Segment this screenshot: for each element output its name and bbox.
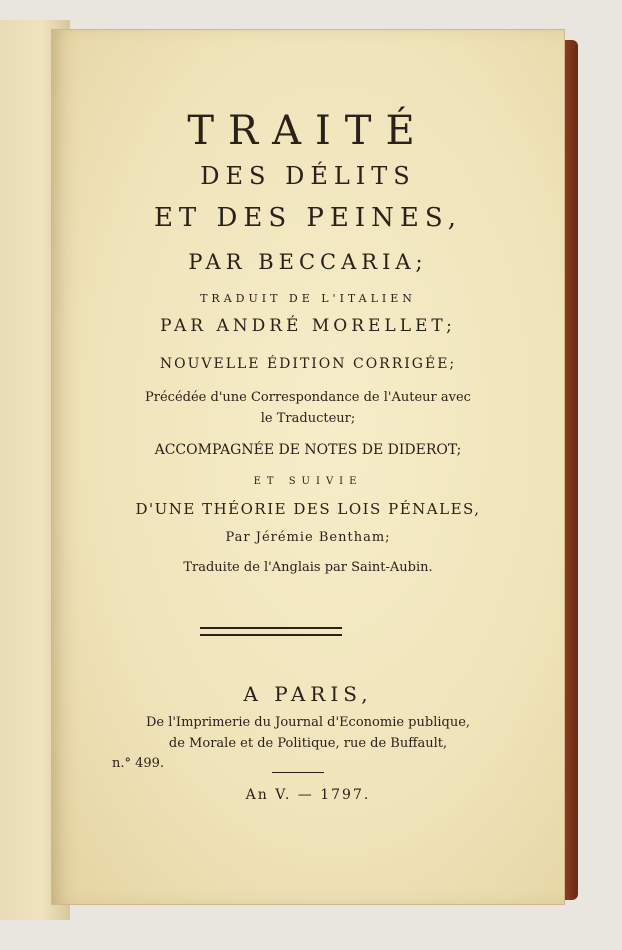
followed: ET SUIVIE <box>253 476 363 487</box>
preceded-line-2: le Traducteur; <box>260 411 356 426</box>
subtitle-line-1: DES DÉLITS <box>200 162 416 190</box>
subtitle-line-2: ET DES PEINES, <box>153 203 463 233</box>
theory-translation: Traduite de l'Anglais par Saint-Aubin. <box>183 560 433 575</box>
preceded-line-1: Précédée d'une Correspondance de l'Auteur avec <box>145 390 471 405</box>
printer-line-3: n.° 499. <box>112 756 165 771</box>
title: TRAITÉ <box>187 108 429 154</box>
printer-line-1: De l'Imprimerie du Journal d'Economie publique, <box>145 715 471 730</box>
double-rule-divider <box>200 627 342 636</box>
city: A PARIS, <box>243 682 373 706</box>
theory: D'UNE THÉORIE DES LOIS PÉNALES, <box>135 500 481 518</box>
author: PAR BECCARIA; <box>188 250 428 274</box>
theory-author: Par Jérémie Bentham; <box>225 530 391 545</box>
notes: ACCOMPAGNÉE DE NOTES DE DIDEROT; <box>154 442 462 458</box>
translator: PAR ANDRÉ MORELLET; <box>160 316 456 336</box>
translated-from: TRADUIT DE L'ITALIEN <box>200 292 416 305</box>
date: An V. — 1797. <box>245 787 371 803</box>
short-rule <box>272 772 324 773</box>
printer-line-2: de Morale et de Politique, rue de Buffault, <box>168 736 448 751</box>
edition: NOUVELLE ÉDITION CORRIGÉE; <box>159 356 457 372</box>
